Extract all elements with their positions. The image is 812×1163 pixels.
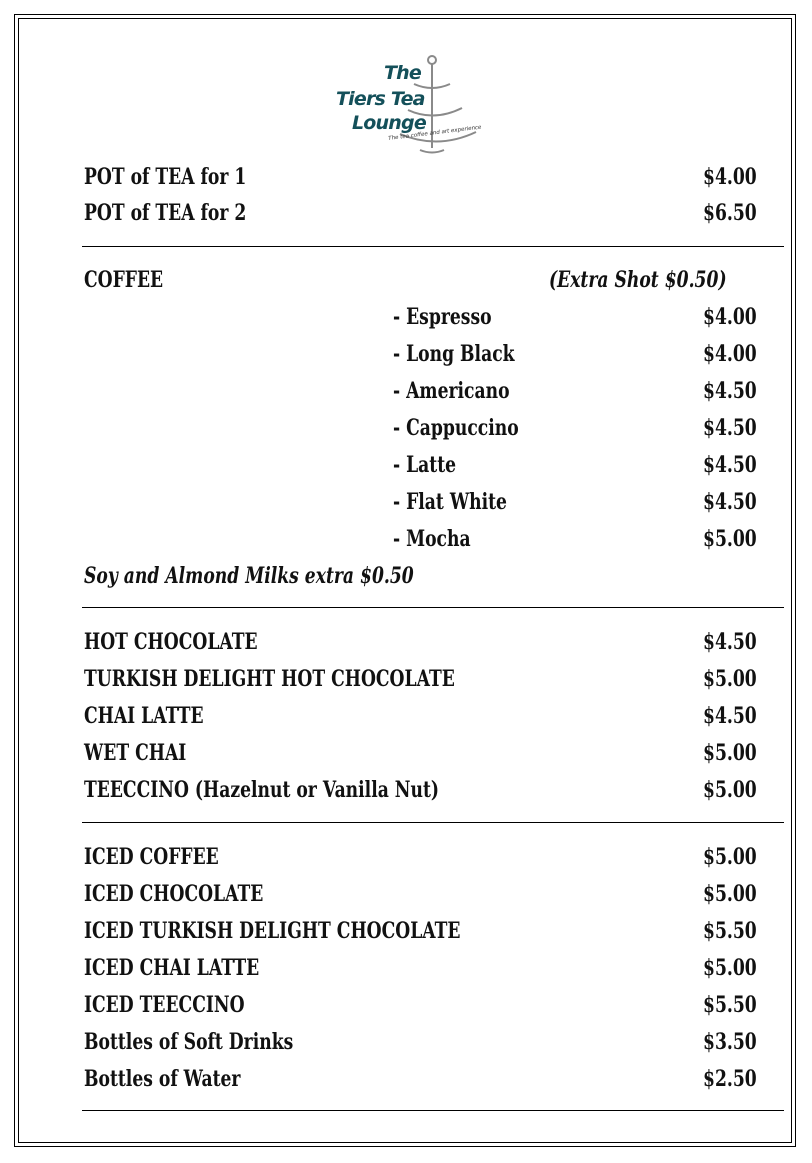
coffee-item-price: $4.00 <box>703 341 757 367</box>
section-divider <box>82 822 784 823</box>
menu-item-price: $4.50 <box>703 703 757 729</box>
menu-item-name: ICED TURKISH DELIGHT CHOCOLATE <box>84 918 461 944</box>
milk-note: Soy and Almond Milks extra $0.50 <box>84 563 414 589</box>
logo-line-1: The <box>384 62 421 84</box>
menu-item-price: $4.50 <box>703 629 757 655</box>
menu-item-name: POT of TEA for 2 <box>84 200 247 226</box>
menu-item-price: $3.50 <box>703 1029 757 1055</box>
menu-item-price: $4.00 <box>703 164 757 190</box>
coffee-item-name: - Cappuccino <box>393 415 519 441</box>
menu-item-name: CHAI LATTE <box>84 703 204 729</box>
coffee-item-price: $4.50 <box>703 415 757 441</box>
menu-item-name: Bottles of Water <box>84 1066 241 1092</box>
menu-item-name: ICED CHOCOLATE <box>84 881 264 907</box>
coffee-item-name: - Mocha <box>393 526 471 552</box>
coffee-item-name: - Espresso <box>393 304 492 330</box>
menu-item-name: ICED COFFEE <box>84 844 219 870</box>
coffee-item-name: - Long Black <box>393 341 515 367</box>
coffee-item-price: $5.00 <box>703 526 757 552</box>
menu-item-price: $6.50 <box>703 200 757 226</box>
coffee-item-name: - Latte <box>393 452 457 478</box>
menu-item-name: TEECCINO (Hazelnut or Vanilla Nut) <box>84 777 440 803</box>
section-heading-coffee: COFFEE <box>84 267 164 293</box>
coffee-item-name: - Americano <box>393 378 510 404</box>
logo-line-2: Tiers Tea <box>336 88 425 110</box>
logo <box>330 52 490 156</box>
menu-item-price: $5.00 <box>703 666 757 692</box>
menu-item-price: $5.50 <box>703 918 757 944</box>
menu-item-name: HOT CHOCOLATE <box>84 629 258 655</box>
menu-item-price: $5.50 <box>703 992 757 1018</box>
logo-tagline: The tea coffee and art experience <box>388 124 482 142</box>
menu-item-name: Bottles of Soft Drinks <box>84 1029 294 1055</box>
menu-item-name: POT of TEA for 1 <box>84 164 247 190</box>
menu-item-price: $5.00 <box>703 777 757 803</box>
menu-item-price: $5.00 <box>703 881 757 907</box>
coffee-item-price: $4.50 <box>703 489 757 515</box>
menu-item-price: $5.00 <box>703 740 757 766</box>
section-divider <box>82 1110 784 1111</box>
menu-item-price: $5.00 <box>703 844 757 870</box>
menu-item-name: TURKISH DELIGHT HOT CHOCOLATE <box>84 666 455 692</box>
section-divider <box>82 246 784 247</box>
coffee-item-name: - Flat White <box>393 489 507 515</box>
extra-shot-note: (Extra Shot $0.50) <box>549 267 727 293</box>
menu-item-price: $5.00 <box>703 955 757 981</box>
coffee-item-price: $4.50 <box>703 378 757 404</box>
menu-item-price: $2.50 <box>703 1066 757 1092</box>
section-divider <box>82 607 784 608</box>
logo-line-3: Lounge <box>352 112 426 134</box>
coffee-item-price: $4.50 <box>703 452 757 478</box>
menu-item-name: WET CHAI <box>84 740 187 766</box>
menu-item-name: ICED CHAI LATTE <box>84 955 260 981</box>
coffee-item-price: $4.00 <box>703 304 757 330</box>
menu-item-name: ICED TEECCINO <box>84 992 245 1018</box>
